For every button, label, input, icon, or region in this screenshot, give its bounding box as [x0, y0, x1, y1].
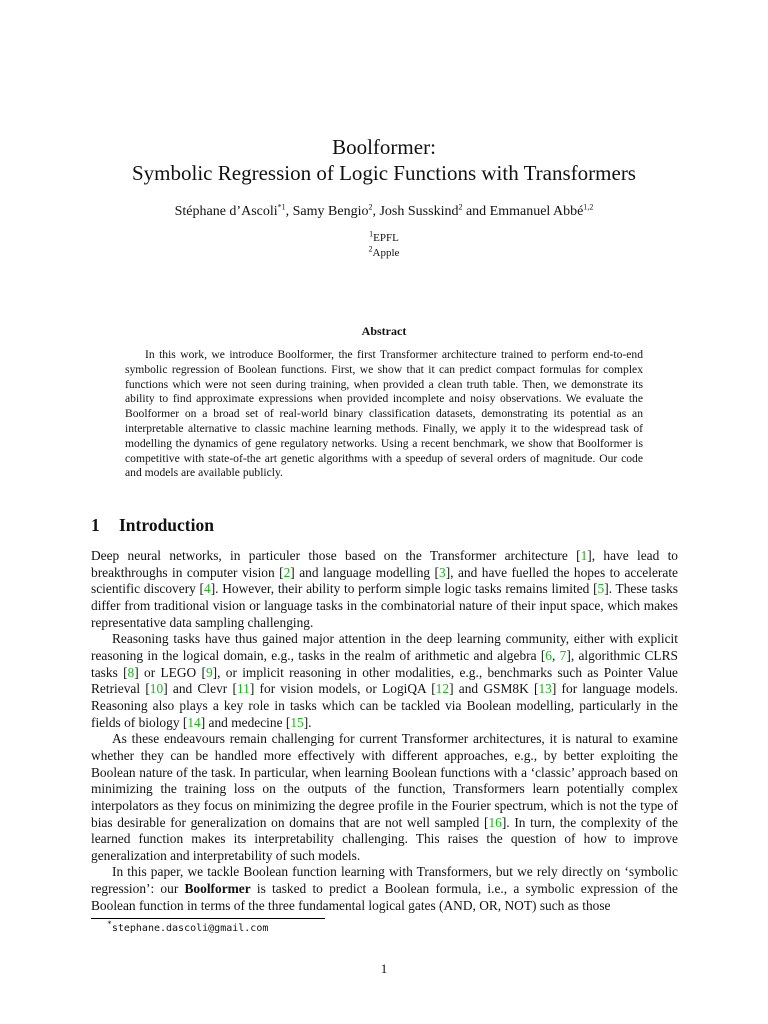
abstract-text: In this work, we introduce Boolformer, the first Transformer architecture trained to perform end-to-end symbolic regression of Boolean functions. First, we show that it can predict compact formulas for complex functions which were not seen during training, when provided a clean truth table. Then, we demonstrate its ability to find approximate expressions when provided incomplete and noisy observations. We evaluate the Boolformer on a broad set of real-world binary classification datasets, demonstrating its potential as an interpretable alternative to classic machine learning methods. Finally, we apply it to the widespread task of modelling the dynamics of gene regulatory networks. Using a recent benchmark, we show that Boolformer is competitive with state-of-the art genetic algorithms with a speedup of several orders of magnitude. Our code and models are available publicly. — [125, 348, 643, 480]
author-name: Stéphane d’Ascoli — [174, 204, 278, 219]
citation-link[interactable]: 2 — [283, 564, 291, 580]
text-run: ]. In turn, the complexity of the learned function makes its interpretability challenging. This raises the question of how to improve generalization and interpretability of such models. — [91, 814, 678, 863]
body-paragraph — [91, 864, 678, 914]
citation-link[interactable]: 4 — [204, 581, 211, 597]
text-run: Deep neural networks, in particuler those based on the Transformer architecture [ — [91, 548, 581, 563]
author-name: Samy Bengio — [292, 204, 369, 219]
page-number: 1 — [380, 961, 388, 976]
body-text — [91, 548, 678, 914]
citation-link[interactable]: 8 — [127, 664, 135, 680]
section-title: Introduction — [119, 515, 214, 535]
citation-link[interactable]: 14 — [187, 714, 201, 730]
author-affiliation-mark: 1,2 — [583, 202, 594, 212]
text-run: ] and GSM8K [ — [449, 681, 539, 697]
text-run: ], or implicit reasoning in other modalities, e.g., benchmarks such as Pointer Value Retrieval [ — [91, 664, 678, 697]
body-paragraph — [91, 631, 678, 731]
text-run: ] for language models. Reasoning also plays a key role in tasks which can be tackled via Boolean modelling, particularly in the fields of biology [ — [91, 681, 679, 730]
text-run: In this paper, we tackle Boolean function learning with Transformers, but we rely directly on ‘symbolic regression’: our — [91, 864, 678, 897]
author-separator: and — [462, 204, 490, 219]
text-run: ] and language modelling [ — [290, 564, 439, 580]
body-paragraph — [91, 731, 678, 864]
author-name: Josh Susskind — [379, 204, 459, 219]
text-run: ], algorithmic CLRS tasks [ — [91, 647, 678, 680]
citation-link[interactable]: 9 — [205, 664, 213, 680]
citation-link[interactable]: 5 — [597, 581, 605, 597]
text-run: ], and have fuelled the hopes to accelerate scientific discovery [ — [91, 564, 678, 597]
author-affiliation-mark: 2 — [458, 202, 463, 212]
citation-link[interactable]: 13 — [538, 681, 552, 697]
text-run: ]. — [303, 714, 312, 730]
text-run: Reasoning tasks have thus gained major attention in the deep learning community, either with explicit reasoning in the logical domain, e.g., tasks in the realm of arithmetic and algebra [ — [91, 631, 678, 663]
author-affiliation-mark: 2 — [368, 202, 373, 212]
section-number: 1 — [91, 515, 100, 535]
author-name: Emmanuel Abbé — [489, 204, 584, 219]
text-run: ] and Clevr [ — [163, 681, 237, 697]
author-affiliation-mark: *1 — [277, 202, 286, 212]
citation-link[interactable]: 10 — [149, 681, 164, 697]
abstract-heading: Abstract — [361, 324, 407, 338]
citation-link[interactable]: 7 — [559, 647, 567, 663]
citation-link[interactable]: 11 — [236, 681, 250, 697]
affiliation-2: $^2$Apple — [368, 244, 400, 259]
section-heading — [91, 515, 214, 536]
footnote-mark: * — [107, 919, 112, 929]
text-run: ], have lead to breakthroughs in computer vision [ — [91, 548, 678, 580]
paper-title-line1: Boolformer: — [332, 135, 436, 159]
text-run: ]. However, their ability to perform simple logic tasks remains limited [ — [210, 581, 598, 597]
author-list — [0, 203, 768, 221]
citation-link[interactable]: 1 — [580, 548, 588, 563]
citation-link[interactable]: 15 — [290, 714, 304, 730]
text-run: is tasked to predict a Boolean formula, i.e., a symbolic expression of the Boolean function in terms of the three fundamental logical gates (AND, OR, NOT) such as those — [91, 881, 679, 913]
citation-link[interactable]: 12 — [435, 681, 450, 697]
citation-link[interactable]: 3 — [439, 564, 446, 580]
text-run: As these endeavours remain challenging for current Transformer architectures, it is natural to examine whether they can be handled more effectively with different approaches, e.g., by better exploiting the Boolean nature of the task. In particular, when learning Boolean functions with a ‘classic’ approach based on minimizing the training loss on the outputs of the function, Transformers learn potentially complex interpolators as they focus on minimizing the degree profile in the Fourier spectrum, which is not the type of bias desirable for generalization on domains that are not well sampled [ — [91, 731, 678, 830]
text-run: ] and medecine [ — [200, 714, 291, 730]
body-paragraph — [91, 548, 678, 631]
footnote-email: stephane.dascoli@gmail.com — [111, 923, 269, 934]
footnote — [107, 919, 269, 934]
author-separator: , — [285, 204, 293, 219]
affiliation-1: $^1$EPFL — [369, 229, 399, 244]
text-run: , — [552, 647, 560, 663]
text-run: ] or LEGO [ — [134, 664, 206, 680]
citation-link[interactable]: 16 — [488, 814, 502, 830]
text-run: ]. These tasks differ from traditional vision or language tasks in the combinatorial nature of their input space, which makes representative data sampling challenging. — [91, 581, 678, 630]
footnote-rule — [91, 918, 325, 919]
text-run: ] for vision models, or LogiQA [ — [249, 681, 436, 697]
citation-link[interactable]: 6 — [545, 647, 552, 663]
paper-title-line2: Symbolic Regression of Logic Functions with Transformers — [132, 161, 636, 185]
author-separator: , — [372, 204, 380, 219]
emphasis-text: Boolformer — [184, 881, 251, 897]
